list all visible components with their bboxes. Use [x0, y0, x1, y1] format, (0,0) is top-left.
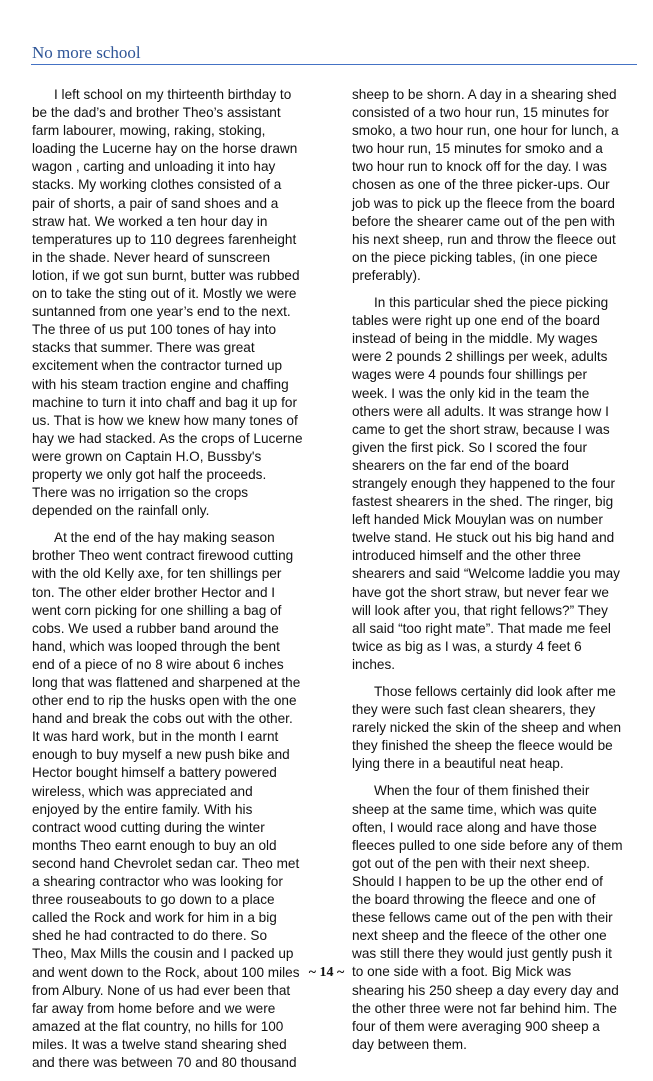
right-column: [352, 86, 624, 1063]
paragraph: In this particular shed the piece picking tables were right up one end of the board instead of being in the middle. My wages were 2 pounds 2 shillings per week, adults wages were 4 pounds four shillings per week. I was the only kid in the team the others were all adults. It was strange how I came to get the short straw, because I was given the first pick. So I scored the four shearers on the far end of the board strangely enough they happened to the four fastest shearers in the shed. The ringer, big left handed Mick Mouylan was on number twelve stand. He stuck out his big hand and introduced himself and the other three shearers and said “Welcome laddie you may have got the short straw, but never fear we will look after you, that right fellows?” They all said “too right mate”. That made me feel twice as big as I was, a sturdy 4 feet 6 inches.: [352, 295, 620, 672]
paragraph: Those fellows certainly did look after me they were such fast clean shearers, they rarely nicked the skin of the sheep and when they finished the sheep the fleece would be lying there in a beautiful neat heap.: [352, 684, 622, 772]
paragraph: When the four of them finished their sheep at the same time, which was quite often, I would race along and have those fleeces pulled to one side before any of them got out of the pen with their next sheep. Should I happen to be up the other end of the board throwing the fleece and one of these fellows came out of the pen with their next sheep and the fleece of the other one was still there they would just gently push it to one side with a foot. Big Mick was shearing his 250 sheep a day every day and the other three were not far behind him. The four of them were averaging 900 sheep a day between them.: [352, 783, 623, 1052]
page-number: ~ 14 ~: [308, 965, 345, 980]
paragraph: At the end of the hay making season brother Theo went contract firewood cutting with the old Kelly axe, for ten shillings per ton. The other elder brother Hector and I went corn picking for one shilling a bag of cobs. We used a rubber band around the hand, which was looped through the bent end of a piece of no 8 wire about 6 inches long that was flattened and sharpened at the other end to rip the husks open with the one hand and break the cobs out with the other. It was hard work, but in the month I earnt enough to buy myself a new push bike and Hector bought himself a battery powered wireless, which was appreciated and enjoyed by the entire family. With his contract wood cutting during the winter months Theo earnt enough to buy an old second hand Chevrolet sedan car. Theo met a shearing contractor who was looking for three rouseabouts to go down to a place called the Rock and work for him in a big shed he had contracted to do there. So Theo, Max Mills the cousin and I packed up and went down to the Rock, about 100 miles from Albury. None of us had ever been that far away from home before and we were amazed at the flat country, no hills for 100 miles. It was a twelve stand shearing shed and there was between 70 and 80 thousand: [32, 530, 301, 1070]
paragraph-continued: sheep to be shorn. A day in a shearing shed consisted of a two hour run, 15 minutes for smoko, a two hour run, one hour for lunch, a two hour run, 15 minutes for smoko and a two hour run to knock off for the day. I was chosen as one of the three picker-ups. Our job was to pick up the fleece from the board before the shearer came out of the pen with his next sheep, run and throw the fleece out on the piece picking tables, (in one piece preferably).: [352, 87, 619, 283]
page-header: [31, 42, 637, 65]
chapter-title: No more school: [32, 43, 141, 62]
paragraph: I left school on my thirteenth birthday to be the dad’s and brother Theo’s assistant farm labourer, mowing, raking, stoking, loading the Lucerne hay on the horse drawn wagon , carting and unloading it into hay stacks. My working clothes consisted of a pair of shorts, a pair of sand shoes and a straw hat. We worked a ten hour day in temperatures up to 110 degrees farenheight in the shade. Never heard of sunscreen lotion, if we got sun burnt, butter was rubbed on to take the sting out of it. Mostly we were suntanned from one year’s end to the next. The three of us put 100 tones of hay into stacks that summer. There was great excitement when the contractor turned up with his steam traction engine and chaffing machine to turn it into chaff and bag it up for us. That is how we knew how many tones of hay we had stacked. As the crops of Lucerne were grown on Captain H.O, Bussby's property we only got half the proceeds. There was no irrigation so the crops depended on the rainfall only.: [32, 87, 303, 519]
left-column: [32, 86, 304, 1081]
